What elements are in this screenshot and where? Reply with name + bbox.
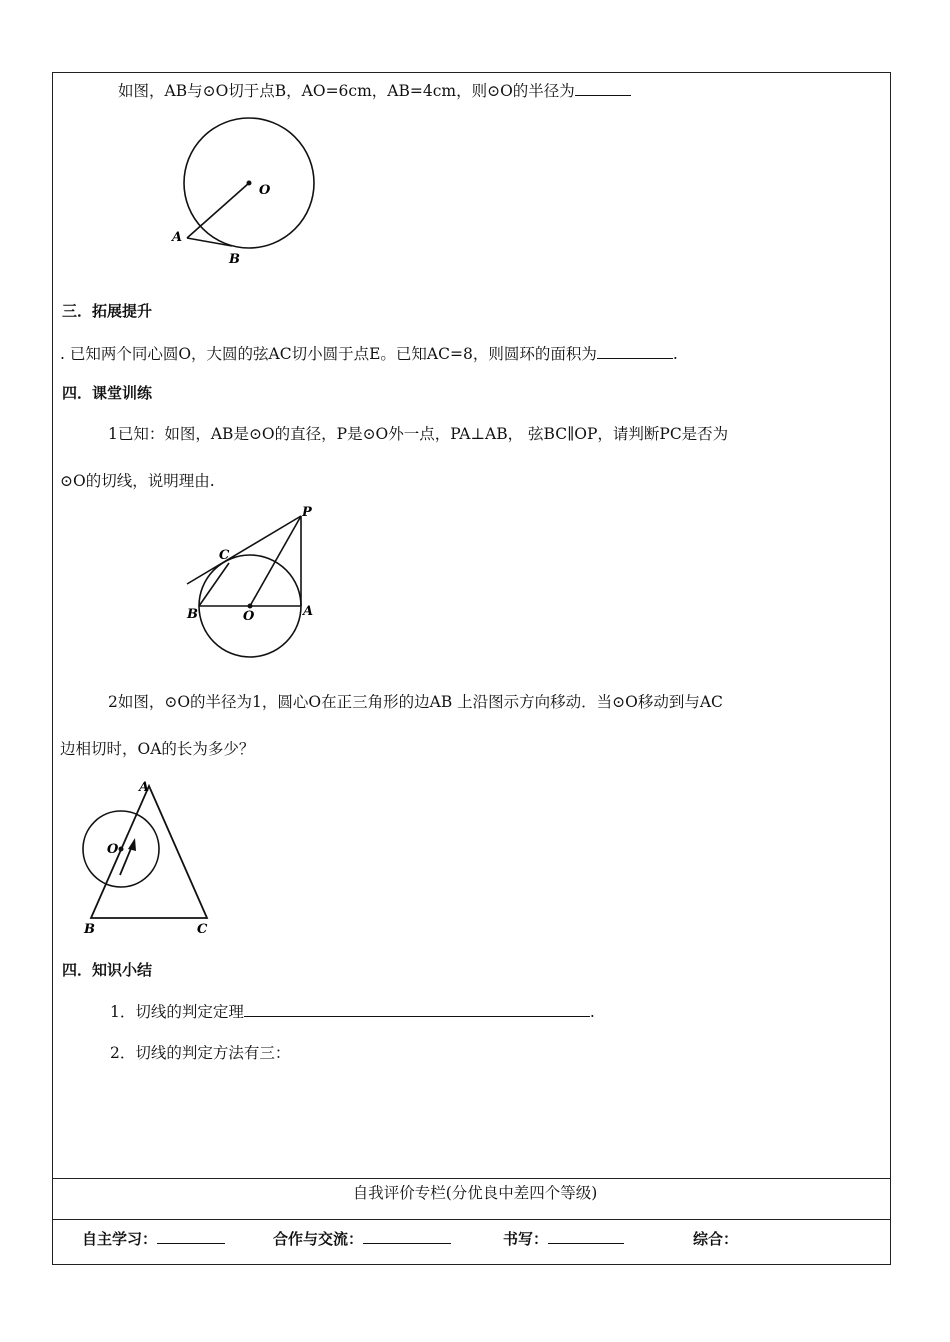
writing-field <box>503 1228 624 1249</box>
q1-line1: 1已知：如图，AB是⊙O的直径，P是⊙O外一点，PA⊥AB， 弦BC∥OP，请判断PC是否为 <box>108 425 729 443</box>
cooperation-label: 合作与交流： <box>273 1230 364 1248</box>
label-a: A <box>139 780 150 795</box>
summary-item-1-text: 1．切线的判定定理 <box>110 1003 244 1021</box>
overall-label: 综合： <box>693 1230 739 1248</box>
self-study-field <box>82 1228 225 1249</box>
divider <box>52 1219 891 1220</box>
label-a: A <box>172 230 183 245</box>
evaluation-title: 自我评价专栏(分优良中差四个等级) <box>352 1184 598 1202</box>
label-o: O <box>243 609 255 624</box>
q2-line2: 边相切时，OA的长为多少？ <box>60 740 255 758</box>
answer-blank[interactable] <box>244 1001 590 1017</box>
arrow-head-icon <box>128 838 136 851</box>
label-a: A <box>303 604 314 619</box>
label-b: B <box>84 922 95 937</box>
label-c: C <box>219 548 230 563</box>
section-3-text: . 已知两个同心圆O，大圆的弦AC切小圆于点E。已知AC=8，则圆环的面积为 <box>60 345 597 363</box>
label-c: C <box>197 922 208 937</box>
center-point <box>119 847 124 852</box>
period: . <box>672 345 678 363</box>
summary-heading: 四．知识小结 <box>62 961 153 979</box>
overall-field <box>693 1228 738 1249</box>
section-3-heading: 三．拓展提升 <box>62 302 153 320</box>
q1-line2: ⊙O的切线，说明理由. <box>60 472 215 490</box>
cooperation-blank[interactable] <box>363 1228 451 1244</box>
label-o: O <box>107 842 119 857</box>
period: . <box>589 1003 595 1021</box>
summary-item-1 <box>110 1001 595 1022</box>
label-b: B <box>229 252 240 267</box>
label-p: P <box>302 505 312 520</box>
writing-blank[interactable] <box>548 1228 624 1244</box>
intro-problem-text: 如图，AB与⊙O切于点B，AO=6cm，AB=4cm，则⊙O的半径为 <box>118 82 575 100</box>
self-study-label: 自主学习： <box>82 1230 158 1248</box>
summary-item-2: 2．切线的判定方法有三： <box>110 1044 291 1062</box>
q2-line1: 2如图，⊙O的半径为1，圆心O在正三角形的边AB 上沿图示方向移动．当⊙O移动到与AC <box>108 693 723 711</box>
label-o: O <box>259 183 271 198</box>
writing-label: 书写： <box>503 1230 549 1248</box>
label-b: B <box>187 607 198 622</box>
cooperation-field <box>273 1228 451 1249</box>
divider <box>52 1178 891 1179</box>
self-study-blank[interactable] <box>157 1228 225 1244</box>
section-4-heading: 四．课堂训练 <box>62 384 153 402</box>
